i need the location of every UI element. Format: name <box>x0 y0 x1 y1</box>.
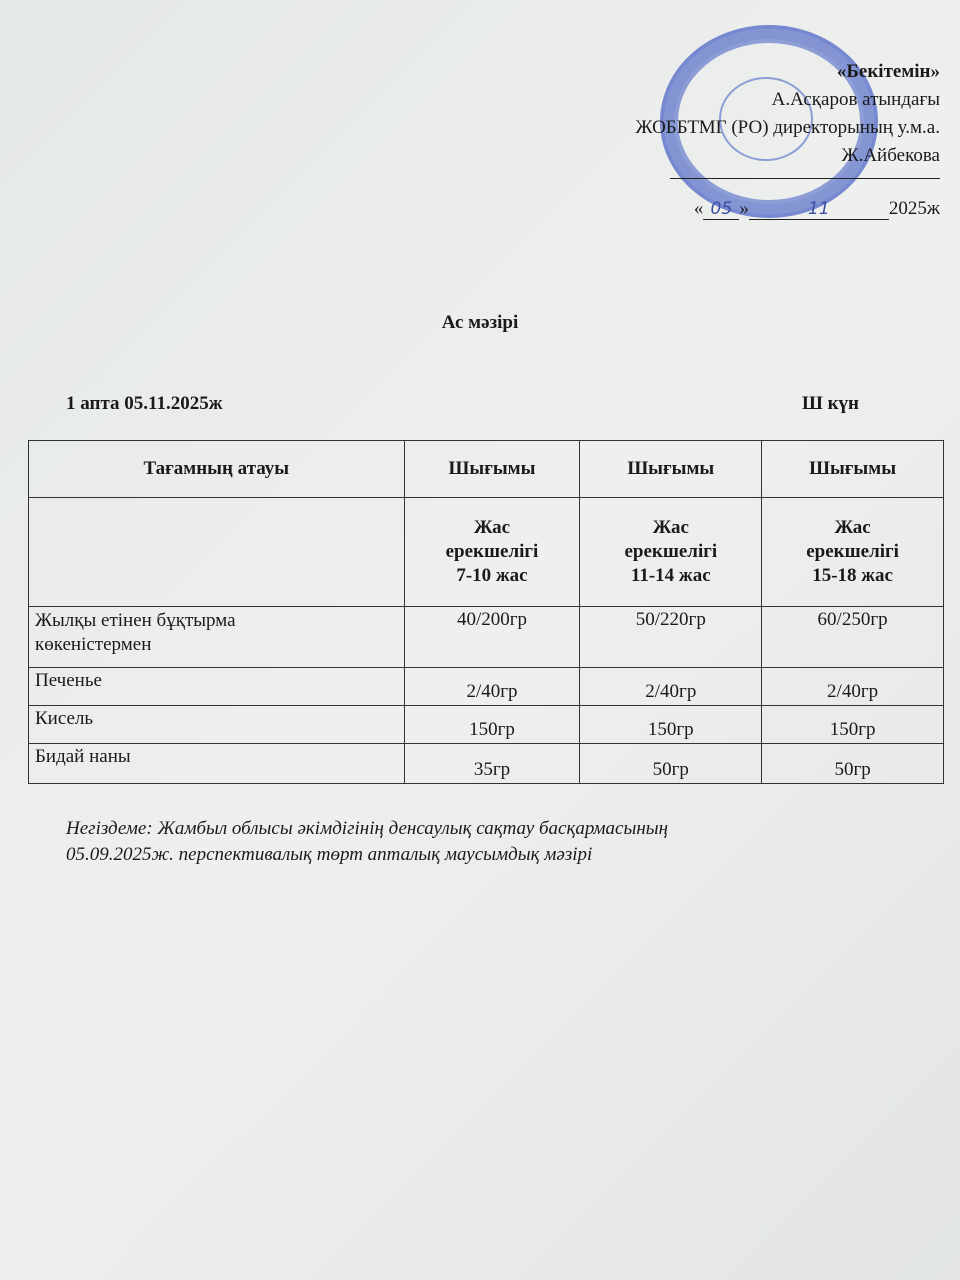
age-label: Жас <box>834 517 871 538</box>
age-label: Жас <box>652 517 689 538</box>
portion-value: 50гр <box>762 744 944 784</box>
date-month: 11 <box>749 199 889 220</box>
dish-name: Бидай наны <box>29 744 405 784</box>
empty-cell <box>29 498 405 607</box>
portion-value: 150гр <box>404 706 580 744</box>
menu-table <box>28 440 944 784</box>
signature-line <box>670 170 940 179</box>
portion-value: 50гр <box>580 744 762 784</box>
age-label: ерекшелігі <box>624 541 718 562</box>
age-label: ерекшелігі <box>445 541 539 562</box>
approval-title: «Бекітемін» <box>836 61 940 82</box>
portion-value: 35гр <box>404 744 580 784</box>
age-label: Жас <box>473 517 511 538</box>
table-row <box>29 744 944 784</box>
portion-value: 2/40гр <box>404 668 580 706</box>
age-group-cell <box>404 498 580 607</box>
table-row <box>29 668 944 706</box>
table-row <box>29 607 944 668</box>
header-yield: Шығымы <box>762 441 944 498</box>
date-day: 05 <box>703 199 739 220</box>
basis-note <box>66 816 668 868</box>
note-line-1: Негіздеме: Жамбыл облысы әкімдігінің денсаулық сақтау басқармасының <box>66 818 669 839</box>
age-range: 7-10 жас <box>456 565 528 586</box>
note-line-2: 05.09.2025ж. перспективалық төрт апталық маусымдық мәзірі <box>66 844 593 865</box>
header-yield: Шығымы <box>404 441 580 498</box>
date-year: 2025ж <box>888 198 940 219</box>
portion-value: 40/200гр <box>404 607 580 668</box>
portion-value: 50/220гр <box>580 607 762 668</box>
approval-signer: Ж.Айбекова <box>841 145 940 166</box>
age-group-cell <box>762 498 944 607</box>
approval-line-1: А.Асқаров атындағы <box>771 89 940 110</box>
week-date: 1 апта 05.11.2025ж <box>66 393 223 414</box>
approval-block <box>636 58 940 179</box>
header-dish-name: Тағамның атауы <box>29 441 405 498</box>
portion-value: 150гр <box>762 706 944 744</box>
age-range: 15-18 жас <box>812 565 893 586</box>
table-row <box>29 706 944 744</box>
portion-value: 2/40гр <box>762 668 944 706</box>
dish-name: Жылқы етінен бұқтырма көкеністермен <box>29 607 405 668</box>
quote-open: « <box>693 198 704 219</box>
table-header-row <box>29 441 944 498</box>
portion-value: 150гр <box>580 706 762 744</box>
portion-value: 60/250гр <box>762 607 944 668</box>
document-title: Ас мәзірі <box>441 312 519 333</box>
age-group-cell <box>580 498 762 607</box>
weekday: Ш күн <box>802 393 860 414</box>
age-range: 11-14 жас <box>630 565 711 586</box>
age-label: ерекшелігі <box>806 541 899 562</box>
approval-date <box>694 198 940 220</box>
quote-close: » <box>739 198 749 219</box>
dish-name: Печенье <box>29 668 405 706</box>
age-group-row <box>29 498 944 607</box>
approval-line-2: ЖОББТМГ (РО) директорының у.м.а. <box>635 117 940 138</box>
portion-value: 2/40гр <box>580 668 762 706</box>
header-yield: Шығымы <box>580 441 762 498</box>
dish-name: Кисель <box>29 706 405 744</box>
